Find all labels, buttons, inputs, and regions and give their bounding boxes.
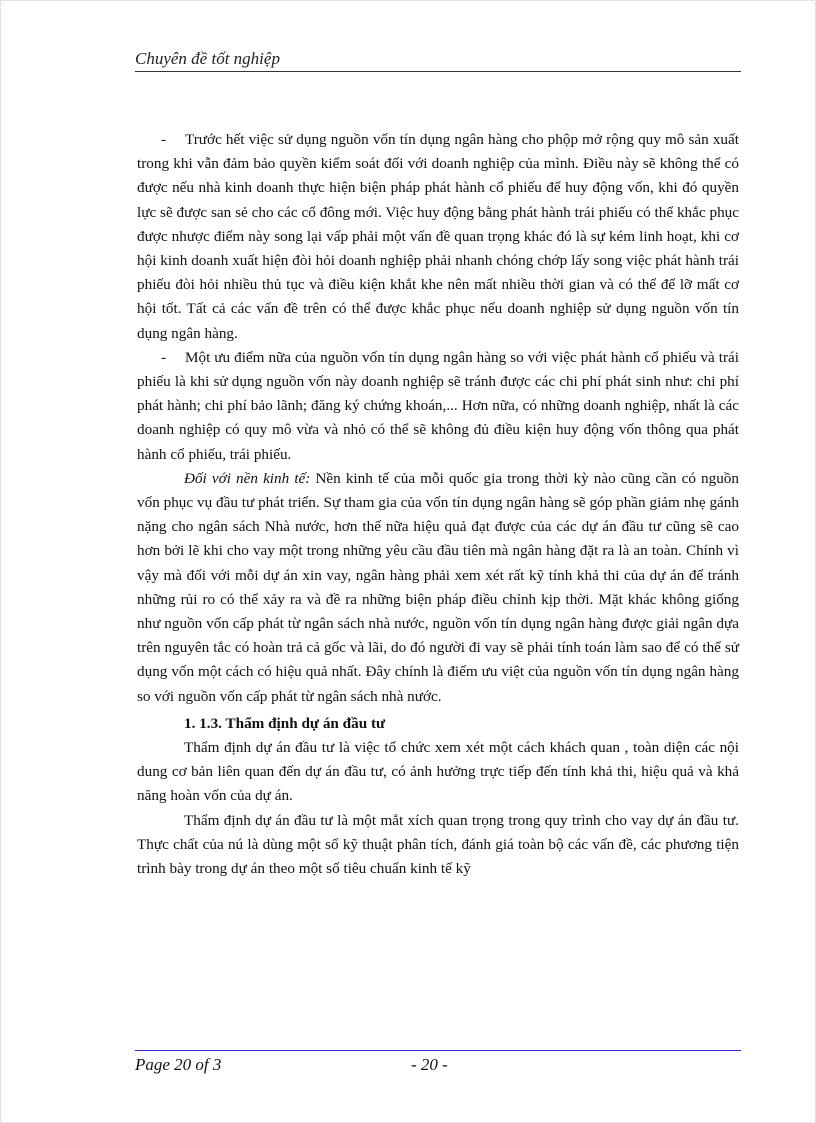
economy-text: Nền kinh tế của mỗi quốc gia trong thời kỳ nào cũng cần có nguồn vốn phục vụ đầu tư phát triển. Sự tham gia của vốn tín dụng ngân hàng sẽ góp phần giảm nhẹ gánh nặng cho ngân sách Nhà nước, hơn thế nữa hiệu quả đạt được của các dự án đầu tư cũng sẽ cao hơn bởi lẽ khi cho vay một trong những yêu cầu đầu tiên mà ngân hàng đặt ra là an toàn. Chính vì vậy mà đối với mỗi dự án xin vay, ngân hàng phải xem xét rất kỹ tính khả thi của dự án để tránh những rủi ro có thể xảy ra và đề ra những biện pháp điều chỉnh kịp thời. Mặt khác không giống như nguồn vốn cấp phát từ ngân sách nhà nước, nguồn vốn tín dụng ngân hàng được giải ngân dựa trên nguyên tắc có hoàn trả cả gốc và lãi, do đó người đi vay sẽ phải tính toán làm sao để có thể sử dụng vốn một cách có hiệu quả nhất. Đây chính là điểm ưu việt của nguồn vốn tín dụng ngân hàng so với nguồn vốn cấp phát từ ngân sách nhà nước. [137, 469, 739, 705]
footer-page-label: Page 20 of 3 [135, 1055, 222, 1074]
footer-page-number: - 20 - [411, 1055, 448, 1074]
bullet-paragraph-2 [137, 346, 739, 467]
process-paragraph: Thẩm định dự án đầu tư là một mắt xích quan trọng trong quy trình cho vay dự án đầu tư. Thực chất của nú là dùng một số kỹ thuật phân tích, đánh giá toàn bộ các vấn đề, các phương tiện trình bày trong dự án theo một số tiêu chuẩn kinh tế kỹ [137, 811, 739, 878]
header-title: Chuyên đề tốt nghiệp [135, 49, 280, 68]
bullet-text-1: Trước hết việc sử dụng nguồn vốn tín dụng ngân hàng cho phộp mở rộng quy mô sản xuất trong khi vẫn đảm bảo quyền kiểm soát đối với doanh nghiệp của mình. Điều này sẽ không thể có được nếu nhà kinh doanh thực hiện biện pháp phát hành cổ phiếu để huy động vốn, khi đó quyền lực sẽ được san sẻ cho các cổ đông mới. Việc huy động bằng phát hành trái phiếu có thể khắc phục được nhược điểm này song lại vấp phải một vấn đề quan trọng khác đó là sự kém linh hoạt, khi cơ hội kinh doanh xuất hiện đòi hỏi doanh nghiệp phải nhanh chóng chớp lấy song việc phát hành trái phiếu đòi hỏi nhiều thủ tục và điều kiện khắt khe nên mất nhiều thời gian và có thể để lỡ mất cơ hội tốt. Tất cả các vấn đề trên có thể được khắc phục nếu doanh nghiệp sử dụng nguồn vốn tín dụng ngân hàng. [137, 131, 739, 342]
document-body [137, 128, 739, 881]
bullet-paragraph-1 [137, 128, 739, 346]
economy-lead: Đối với nền kinh tế: [184, 469, 311, 487]
header-rule [135, 71, 741, 72]
economy-paragraph [137, 467, 739, 709]
definition-paragraph: Thẩm định dự án đầu tư là việc tổ chức xem xét một cách khách quan , toàn diện các nội dung cơ bản liên quan đến dự án đầu tư, có ảnh hưởng trực tiếp đến tính khả thi, hiệu quả và khả năng hoàn vốn của dự án. [137, 739, 739, 805]
bullet-dash: - [161, 348, 167, 366]
section-heading: 1. 1.3. Thẩm định dự án đầu tư [184, 714, 386, 732]
bullet-dash: - [161, 131, 167, 148]
bullet-text-2: Một ưu điểm nữa của nguồn vốn tín dụng ngân hàng so với việc phát hành cổ phiếu và trái phiếu là khi sử dụng nguồn vốn này doanh nghiệp sẽ tránh được các chi phí phát sinh như: chi phí phát hành; chi phí bảo lãnh; đăng ký chứng khoán,... Hơn nữa, có những doanh nghiệp, nhất là các doanh nghiệp có quy mô vừa và nhỏ có thể sẽ không đủ điều kiện huy động vốn thông qua phát hành cổ phiếu, trái phiếu. [137, 348, 739, 463]
footer-rule [135, 1050, 741, 1051]
page-header [135, 48, 741, 70]
